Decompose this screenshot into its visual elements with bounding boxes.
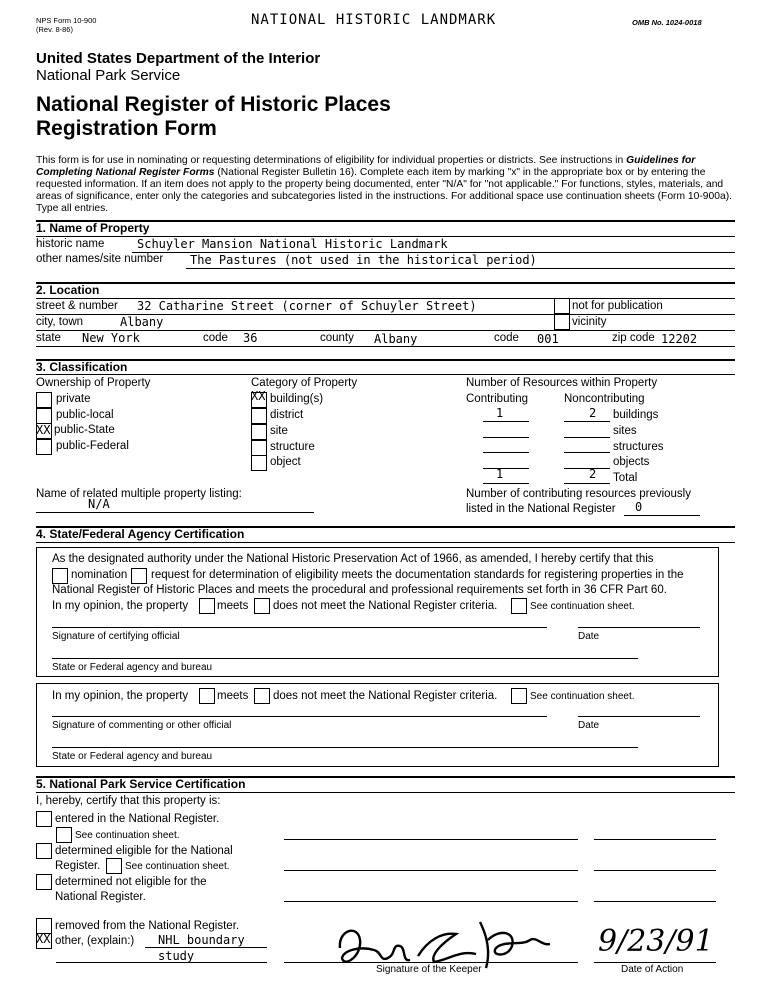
county-code-value[interactable]: 001 xyxy=(537,332,559,346)
other-explain-value-1[interactable]: NHL boundary xyxy=(158,933,245,947)
city-value[interactable]: Albany xyxy=(120,315,164,329)
state-code-value[interactable]: 36 xyxy=(243,331,258,345)
request-label: request for determination of eligibility meets the documentation standards for registering properties in the xyxy=(151,569,684,581)
street-value[interactable]: 32 Catharine Street (corner of Schuyler Street) xyxy=(137,299,477,313)
certifying-signature-label: Signature of certifying official xyxy=(52,631,180,642)
not-for-publication-checkbox[interactable] xyxy=(554,298,570,314)
certifying-agency-label: State or Federal agency and bureau xyxy=(52,662,213,673)
form-number: NPS Form 10-900 (Rev. 8-86) xyxy=(36,16,97,34)
noncontributing-heading: Noncontributing xyxy=(564,393,645,405)
section-5-title: 5. National Park Service Certification xyxy=(36,777,246,791)
total-label: Total xyxy=(613,472,638,484)
meets-checkbox-1[interactable] xyxy=(199,598,215,614)
see-continuation-label-1: See continuation sheet. xyxy=(530,601,635,612)
other-explain-value-2[interactable]: study xyxy=(158,949,195,963)
meets-checkbox-2[interactable] xyxy=(199,688,215,704)
eligible-continuation-label: See continuation sheet. xyxy=(125,861,230,872)
entered-checkbox[interactable] xyxy=(36,811,52,827)
removed-label: removed from the National Register. xyxy=(55,920,240,932)
category-object-checkbox[interactable] xyxy=(251,455,267,471)
zip-label: zip code xyxy=(612,332,655,344)
form-instructions: This form is for use in nominating or requesting determinations of eligibility for individual properties or districts. See instructions in Guidelines for Completing National Register Forms (National Register Bulletin 16). Complete each item by marking "x" in the appropriate box or by entering the requested information. If an item does not apply to the property being documented, enter "N/A" for "not applicable." For functions, styles, materials, and areas of significance, enter only the categories and subcategories listed in the instructions. For additional space use continuation sheets (Form 10-900a). Type all entries. xyxy=(36,155,733,214)
category-building-mark: XX xyxy=(251,389,266,403)
ownership-public-state-label: public-State xyxy=(54,424,115,436)
category-object-label: object xyxy=(270,456,301,468)
eligible-continuation-checkbox[interactable] xyxy=(106,858,122,874)
ownership-public-federal-label: public-Federal xyxy=(56,440,129,452)
not-meet-label-1: does not meet the National Register criteria. xyxy=(273,600,498,612)
historic-name-value[interactable]: Schuyler Mansion National Historic Landmark xyxy=(137,237,448,251)
previously-listed-label-2: listed in the National Register xyxy=(466,503,616,515)
ownership-heading: Ownership of Property xyxy=(36,377,151,389)
category-district-checkbox[interactable] xyxy=(251,408,267,424)
previously-listed-value[interactable]: 0 xyxy=(635,500,643,514)
state-value[interactable]: New York xyxy=(82,331,140,345)
entered-continuation-label: See continuation sheet. xyxy=(75,830,180,841)
meets-label-1: meets xyxy=(217,600,249,612)
total-noncontributing[interactable]: 2 xyxy=(589,467,597,481)
department-name: United States Department of the Interior xyxy=(36,50,321,67)
section-4-title: 4. State/Federal Agency Certification xyxy=(36,527,245,541)
ownership-public-state-mark: XX xyxy=(36,423,51,437)
objects-label: objects xyxy=(613,456,650,468)
commenting-agency-label: State or Federal agency and bureau xyxy=(52,751,213,762)
opinion-label-1: In my opinion, the property xyxy=(52,600,189,612)
determined-eligible-label-2: Register. xyxy=(55,860,101,872)
meets-label-2: meets xyxy=(217,690,249,702)
certification-text-3: National Register of Historic Places and meets the procedural and professional requirements set forth in 36 CFR Part 60. xyxy=(52,584,667,596)
county-code-label: code xyxy=(494,332,519,344)
category-structure-label: structure xyxy=(270,441,315,453)
county-value[interactable]: Albany xyxy=(374,332,418,346)
street-label: street & number xyxy=(36,300,118,312)
category-site-checkbox[interactable] xyxy=(251,424,267,440)
vicinity-checkbox[interactable] xyxy=(554,314,570,330)
not-meet-label-2: does not meet the National Register criteria. xyxy=(273,690,498,702)
buildings-noncontributing[interactable]: 2 xyxy=(589,406,597,420)
category-heading: Category of Property xyxy=(251,377,358,389)
determined-not-eligible-checkbox[interactable] xyxy=(36,874,52,890)
category-site-label: site xyxy=(270,425,288,437)
ownership-public-local-label: public-local xyxy=(56,409,114,421)
category-district-label: district xyxy=(270,409,304,421)
other-names-value[interactable]: The Pastures (not used in the historical period) xyxy=(190,253,537,267)
entered-label: entered in the National Register. xyxy=(55,813,220,825)
historic-name-label: historic name xyxy=(36,238,105,250)
category-structure-checkbox[interactable] xyxy=(251,440,267,456)
category-building-label: building(s) xyxy=(270,393,324,405)
page-title: National Register of Historic Places Registration Form xyxy=(36,93,391,140)
determined-eligible-label-1: determined eligible for the National xyxy=(55,845,233,857)
other-mark: XX xyxy=(36,932,51,946)
state-code-label: code xyxy=(203,332,228,344)
section-3-title: 3. Classification xyxy=(36,360,128,374)
structures-label: structures xyxy=(613,441,664,453)
request-checkbox[interactable] xyxy=(131,568,147,584)
certification-text-1: As the designated authority under the National Historic Preservation Act of 1966, as amended, I hereby certify that this xyxy=(52,553,654,565)
date-of-action-label: Date of Action xyxy=(621,964,684,975)
determined-eligible-checkbox[interactable] xyxy=(36,843,52,859)
ownership-public-federal-checkbox[interactable] xyxy=(36,439,52,455)
not-meet-checkbox-2[interactable] xyxy=(254,688,270,704)
county-label: county xyxy=(320,332,354,344)
vicinity-label: vicinity xyxy=(572,316,607,328)
previously-listed-label-1: Number of contributing resources previously xyxy=(466,488,691,500)
nomination-label: nomination xyxy=(71,569,128,581)
omb-number: OMB No. 1024-0018 xyxy=(632,18,702,27)
other-names-label: other names/site number xyxy=(36,253,164,265)
buildings-label: buildings xyxy=(613,409,659,421)
related-listing-value[interactable]: N/A xyxy=(88,497,110,511)
determined-not-eligible-label-2: National Register. xyxy=(55,891,146,903)
commenting-date-label: Date xyxy=(578,720,600,731)
date-of-action-value[interactable]: 9/23/91 xyxy=(598,924,714,959)
section-2-title: 2. Location xyxy=(36,283,100,297)
contributing-heading: Contributing xyxy=(466,393,529,405)
service-name: National Park Service xyxy=(36,67,181,84)
see-continuation-label-2: See continuation sheet. xyxy=(530,691,635,702)
other-label: other, (explain:) xyxy=(55,935,135,947)
resources-heading: Number of Resources within Property xyxy=(466,377,658,389)
certifying-date-label: Date xyxy=(578,631,600,642)
landmark-stamp: NATIONAL HISTORIC LANDMARK xyxy=(251,12,497,28)
sites-label: sites xyxy=(613,425,637,437)
ownership-private-label: private xyxy=(56,393,91,405)
total-contributing[interactable]: 1 xyxy=(496,467,504,481)
not-meet-checkbox-1[interactable] xyxy=(254,598,270,614)
opinion-label-2: In my opinion, the property xyxy=(52,690,189,702)
nomination-checkbox[interactable] xyxy=(52,568,68,584)
ownership-private-checkbox[interactable] xyxy=(36,392,52,408)
ownership-public-local-checkbox[interactable] xyxy=(36,408,52,424)
determined-not-eligible-label-1: determined not eligible for the xyxy=(55,876,207,888)
not-for-publication-label: not for publication xyxy=(572,300,663,312)
commenting-signature-label: Signature of commenting or other official xyxy=(52,720,232,731)
keeper-signature-label: Signature of the Keeper xyxy=(376,964,482,975)
related-listing-label: Name of related multiple property listing: xyxy=(36,488,242,500)
buildings-contributing[interactable]: 1 xyxy=(496,406,504,420)
state-label: state xyxy=(36,332,61,344)
certify-intro: I, hereby, certify that this property is: xyxy=(36,795,221,807)
section-1-title: 1. Name of Property xyxy=(36,221,150,235)
zip-value[interactable]: 12202 xyxy=(661,332,698,346)
see-continuation-checkbox-1[interactable] xyxy=(511,598,527,614)
city-label: city, town xyxy=(36,316,84,328)
see-continuation-checkbox-2[interactable] xyxy=(511,688,527,704)
entered-continuation-checkbox[interactable] xyxy=(56,827,72,843)
